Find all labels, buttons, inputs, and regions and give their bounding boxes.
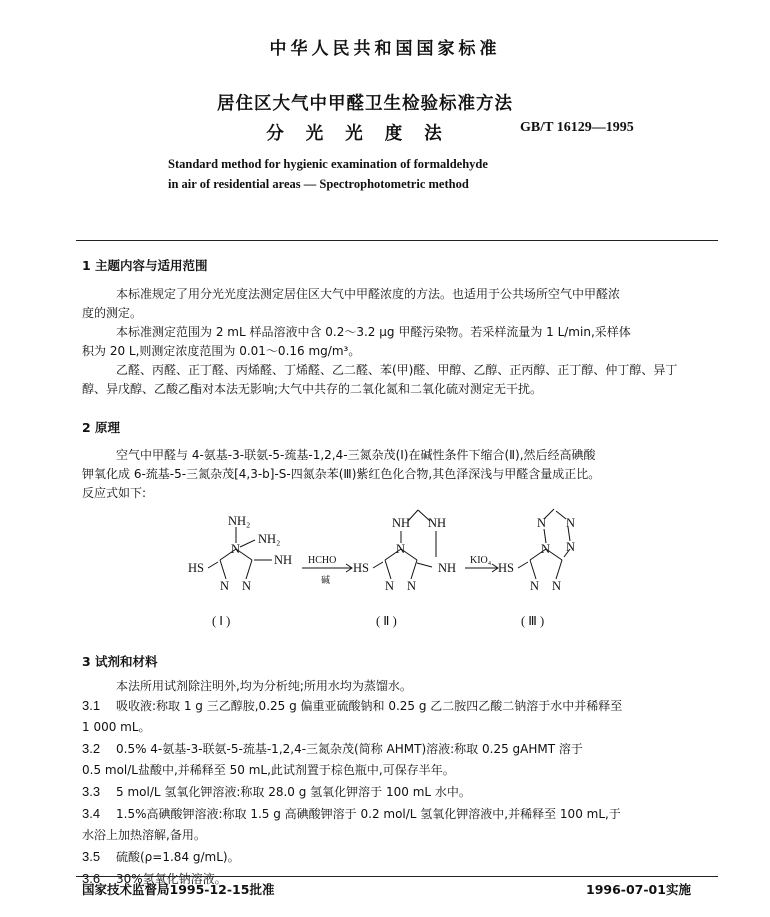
item-number: 3.3 (82, 784, 101, 799)
compound-1-label: ( Ⅰ ) (212, 614, 231, 628)
compound-3-label: ( Ⅲ ) (521, 614, 545, 628)
reagent-item (82, 803, 700, 825)
section2-heading: 2 原理 (82, 420, 121, 435)
section1-p3-line2: 醇、异戊醇、乙酸乙酯对本法无影响;大气中共存的二氧化氮和二氧化硫对测定无干扰。 (82, 382, 543, 396)
reagent-item (82, 781, 700, 803)
section1-body (82, 285, 700, 399)
reagent-item (82, 738, 700, 760)
reagent-item (82, 695, 700, 717)
item-number: 3.6 (82, 871, 101, 886)
section2-line1: 空气中甲醛与 4-氨基-3-联氨-5-巯基-1,2,4-三氮杂茂(Ⅰ)在碱性条件下缩合(Ⅱ),然后经高碘酸 (116, 448, 596, 462)
header-divider (76, 240, 718, 241)
ring-n-label: N (396, 542, 406, 556)
item-text: 0.5% 4-氨基-3-联氨-5-巯基-1,2,4-三氮杂茂(简称 AHMT)溶液:称取 0.25 gAHMT 溶于 (116, 742, 583, 756)
nh-label: NH (428, 516, 447, 530)
section1-p2-line2: 积为 20 L,则测定浓度范围为 0.01～0.16 mg/m³。 (82, 344, 361, 358)
ring-n-label: N (566, 516, 576, 530)
ring-n-label: N (220, 579, 230, 593)
ring-n-label: N (242, 579, 252, 593)
hs-label: HS (188, 561, 204, 575)
ring-n-label: N (530, 579, 540, 593)
section3-heading: 3 试剂和材料 (82, 654, 158, 669)
section1-p2-line1: 本标准测定范围为 2 mL 样品溶液中含 0.2～3.2 μg 甲醛污染物。若采样流量为 1 L/min,采样体 (116, 325, 631, 339)
nh-label: NH (274, 553, 293, 567)
document-subtitle: 分光光度法 (266, 124, 464, 144)
national-standard-heading: 中华人民共和国国家标准 (269, 39, 501, 59)
section3-intro (82, 677, 700, 696)
approval-date: 国家技术监督局1995-12-15批准 (82, 882, 275, 897)
nh2-side-label: NH₂ (258, 532, 281, 546)
section2-body (82, 446, 700, 503)
ring-n-label: N (537, 516, 547, 530)
section1-heading: 1 主题内容与适用范围 (82, 258, 208, 273)
section3-intro-text: 本法所用试剂除注明外,均为分析纯;所用水均为蒸馏水。 (116, 679, 412, 693)
footer-divider (76, 876, 718, 877)
section2-line3: 反应式如下: (82, 486, 147, 500)
section2-line2: 钾氧化成 6-巯基-5-三氮杂茂[4,3-b]-S-四氮杂苯(Ⅲ)紫红色化合物,其色泽深浅与甲醛含量成正比。 (82, 467, 601, 481)
ring-n-label: N (552, 579, 562, 593)
hs-label: HS (498, 561, 514, 575)
ring-n-label: N (385, 579, 395, 593)
section1-p1-line1: 本标准规定了用分光光度法测定居住区大气中甲醛浓度的方法。也适用于公共场所空气中甲醛浓 (116, 287, 621, 301)
reagent-item (82, 846, 700, 868)
reagent-item-cont: 水浴上加热溶解,备用。 (82, 828, 206, 842)
item-text: 30%氢氧化钠溶液。 (116, 872, 227, 886)
item-text: 吸收液:称取 1 g 三乙醇胺,0.25 g 偏重亚硫酸钠和 0.25 g 乙二胺四乙酸二钠溶于水中并稀释至 (116, 699, 623, 713)
item-number: 3.4 (82, 806, 101, 821)
standard-code: GB/T 16129—1995 (520, 120, 634, 135)
section1-p1-line2: 度的测定。 (82, 306, 143, 320)
reagent-kio4: KIO₄ (470, 555, 492, 566)
reagent-item-cont: 1 000 mL。 (82, 720, 151, 734)
reagent-item-cont: 0.5 mol/L盐酸中,并稀释至 50 mL,此试剂置于棕色瓶中,可保存半年。 (82, 763, 455, 777)
hs-label: HS (353, 561, 369, 575)
item-number: 3.5 (82, 849, 101, 864)
compound-2-label: ( Ⅱ ) (376, 614, 397, 628)
ring-n-label: N (566, 540, 576, 554)
item-number: 3.1 (82, 698, 101, 713)
nh-label: NH (438, 561, 457, 575)
nh2-top-label: NH₂ (228, 514, 251, 528)
section1-p3-line1: 乙醛、丙醛、正丁醛、丙烯醛、丁烯醛、乙二醛、苯(甲)醛、甲醇、乙醇、正丙醇、正丁醇、仲丁醇、异丁 (116, 363, 678, 377)
document-title: 居住区大气中甲醛卫生检验标准方法 (217, 94, 513, 114)
section3-item-list (82, 695, 700, 890)
nh-label: NH (392, 516, 411, 530)
condition-base: 碱 (321, 575, 331, 585)
item-number: 3.2 (82, 741, 101, 756)
item-text: 1.5%高碘酸钾溶液:称取 1.5 g 高碘酸钾溶于 0.2 mol/L 氢氧化钾溶液中,并稀释至 100 mL,于 (116, 807, 621, 821)
reagent-hcho: HCHO (308, 555, 337, 566)
ring-n-label: N (231, 542, 241, 556)
reaction-scheme (180, 505, 620, 630)
ring-n-label: N (407, 579, 417, 593)
item-text: 硫酸(ρ=1.84 g/mL)。 (116, 850, 240, 864)
english-title-line2: in air of residential areas — Spectrophotometric method (168, 177, 469, 191)
ring-n-label: N (541, 542, 551, 556)
item-text: 5 mol/L 氢氧化钾溶液:称取 28.0 g 氢氧化钾溶于 100 mL 水中。 (116, 785, 471, 799)
implementation-date: 1996-07-01实施 (586, 882, 691, 897)
english-title-line1: Standard method for hygienic examination of formaldehyde (168, 157, 488, 171)
